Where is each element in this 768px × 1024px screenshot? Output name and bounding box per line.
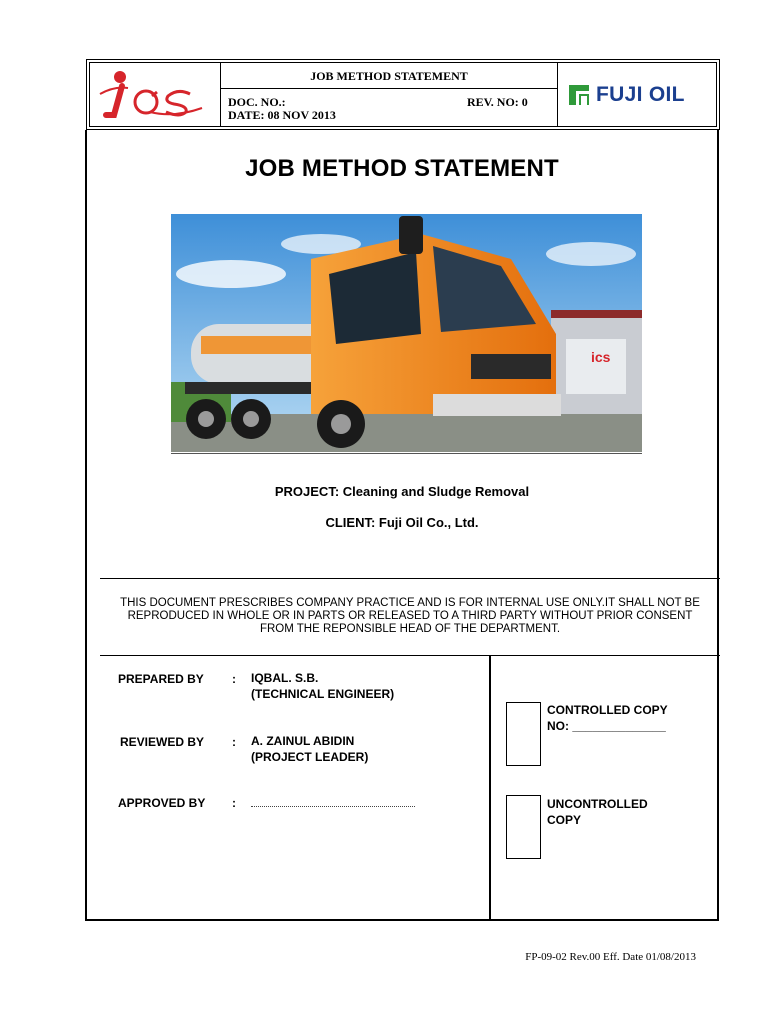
notice-line-2: REPRODUCED IN WHOLE OR IN PARTS OR RELEASED TO A THIRD PARTY WITHOUT PRIOR CONSENT (127, 610, 693, 622)
header-revision: REV. NO: 0 (467, 95, 528, 109)
reviewed-by-label: REVIEWED BY (120, 735, 205, 749)
reviewed-by-value (251, 733, 368, 765)
page-title: JOB METHOD STATEMENT (245, 155, 559, 182)
header-divider-right (557, 62, 558, 127)
controlled-copy-checkbox[interactable] (506, 702, 541, 766)
header-date: DATE: 08 NOV 2013 (228, 108, 336, 122)
approved-by-colon: : (232, 796, 236, 810)
ics-logo-icon (94, 68, 204, 122)
photo-underline (171, 453, 642, 454)
uncontrolled-copy-line-1: UNCONTROLLED (547, 797, 648, 811)
form-footer: FP-09-02 Rev.00 Eff. Date 01/08/2013 (525, 951, 696, 963)
vacuum-truck-photo (171, 214, 642, 452)
prepared-by-colon: : (232, 672, 236, 686)
prepared-by-label: PREPARED BY (118, 672, 204, 686)
controlled-copy-text (547, 702, 668, 734)
notice-line-1: THIS DOCUMENT PRESCRIBES COMPANY PRACTICE AND IS FOR INTERNAL USE ONLY.IT SHALL NOT BE (120, 597, 700, 609)
signoff-top-rule (100, 655, 720, 656)
reviewed-by-name: A. ZAINUL ABIDIN (251, 734, 355, 748)
client-label: CLIENT: Fuji Oil Co., Ltd. (325, 515, 479, 530)
controlled-copy-line-1: CONTROLLED COPY (547, 703, 668, 717)
fuji-oil-mark-icon (568, 84, 590, 106)
fuji-oil-logo-text: FUJI OIL (596, 83, 685, 106)
prepared-by-value (251, 670, 394, 702)
reviewed-by-colon: : (232, 735, 236, 749)
project-label: PROJECT: Cleaning and Sludge Removal (274, 484, 530, 499)
header-doc-number: DOC. NO.: (228, 95, 286, 109)
confidentiality-notice (100, 597, 720, 636)
reviewed-by-role: (PROJECT LEADER) (251, 750, 369, 764)
header-doc-title: JOB METHOD STATEMENT (310, 69, 468, 83)
uncontrolled-copy-text (547, 796, 648, 828)
notice-line-3: FROM THE REPONSIBLE HEAD OF THE DEPARTMENT. (259, 623, 561, 635)
approved-by-signature-line[interactable] (251, 806, 415, 807)
vacuum-truck-photo-icon (171, 214, 642, 452)
uncontrolled-copy-line-2: COPY (547, 813, 582, 827)
uncontrolled-copy-checkbox[interactable] (506, 795, 541, 859)
ics-logo (94, 68, 204, 122)
prepared-by-name: IQBAL. S.B. (251, 671, 319, 685)
controlled-copy-line-2: NO: ______________ (547, 719, 666, 733)
prepared-by-role: (TECHNICAL ENGINEER) (251, 687, 395, 701)
svg-text:ics: ics (591, 349, 611, 365)
approved-by-label: APPROVED BY (118, 796, 206, 810)
notice-top-rule (100, 578, 720, 579)
header-divider-middle (220, 88, 557, 89)
fuji-oil-logo (568, 83, 685, 107)
signoff-divider (489, 655, 491, 921)
